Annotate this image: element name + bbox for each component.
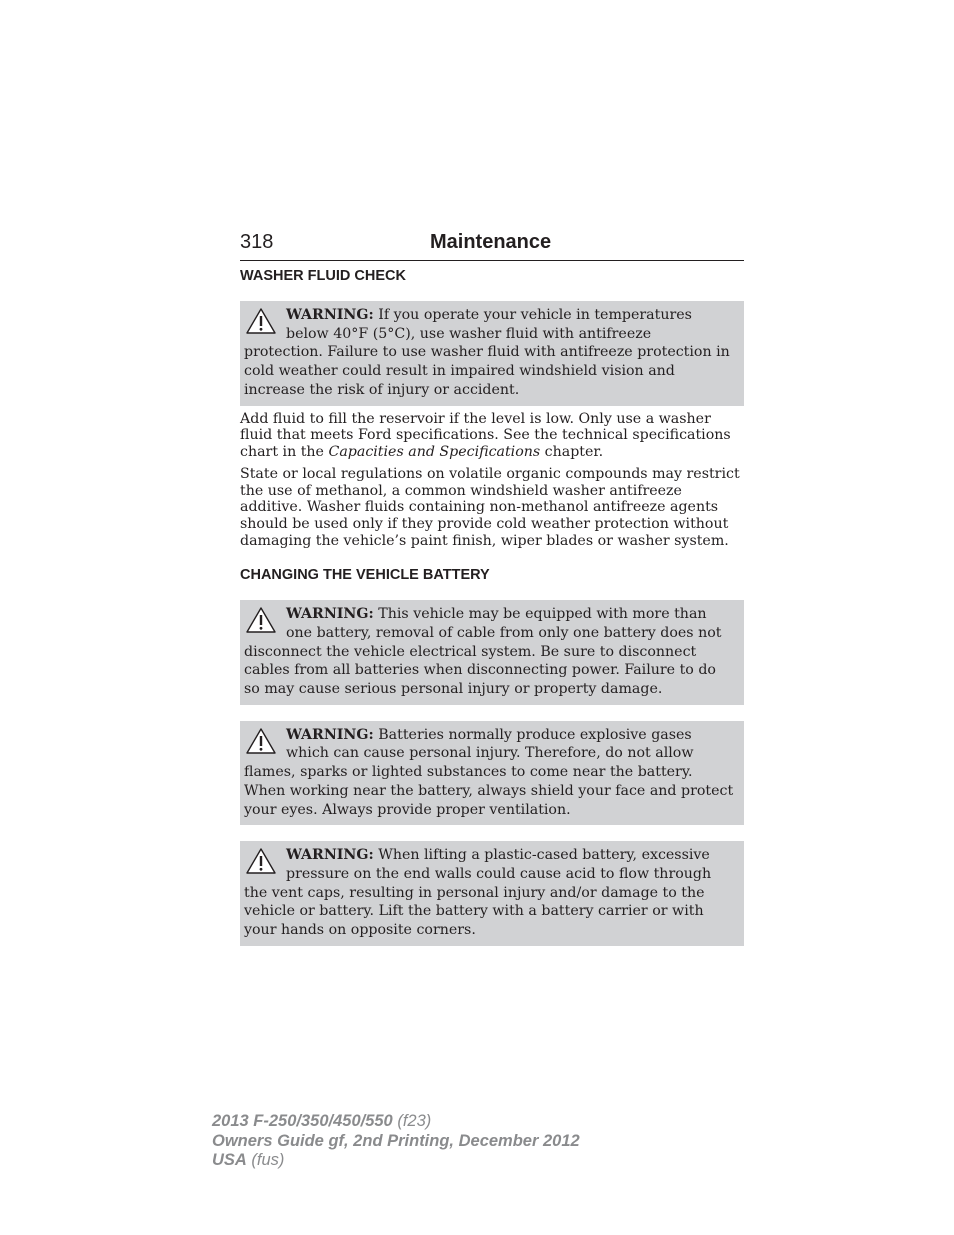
warning-label: WARNING:: [286, 726, 374, 743]
footer-model-line: [212, 1112, 580, 1132]
page-content: [240, 266, 744, 946]
capacities-chapter-reference: Capacities and Specifications: [328, 443, 541, 460]
washer-paragraph-2: State or local regulations on volatile organic compounds may restrict the use of methanol, a common windshield washer antifreeze additive. Washer fluids containing non-methanol antifreeze agents should be used only if they provide cold weather protection without damaging the vehicle’s paint finish, wiper blades or washer system.: [240, 466, 740, 549]
warning-box-battery-3: [240, 841, 744, 946]
section-heading-washer-fluid: WASHER FLUID CHECK: [240, 268, 406, 284]
warning-triangle-icon: [244, 605, 278, 635]
warning-triangle-icon: [244, 726, 278, 756]
warning-text: This vehicle may be equipped with more than one battery, removal of cable from only one battery does not disconnect the vehicle electrical system. Be sure to disconnect cables from all batteries when disconnecting power. Failure to do so may cause serious personal injury or property damage.: [244, 606, 722, 698]
document-footer: [212, 1112, 580, 1171]
warning-text: When lifting a plastic-cased battery, excessive pressure on the end walls could cause acid to flow through the vent caps, resulting in personal injury and/or damage to the vehicle or battery. Lift the battery with a battery carrier or with your hands on opposite corners.: [244, 847, 712, 939]
warning-text: If you operate your vehicle in temperatures below 40°F (5°C), use washer fluid with antifreeze protection. Failure to use washer fluid with antifreeze protection in cold weather could result in impaired windshield vision and increase the risk of injury or accident.: [244, 307, 730, 398]
washer-paragraph-1-text: Add fluid to fill the reservoir if the level is low. Only use a washer fluid that meets Ford specifications. See the technical specifications chart in the: [240, 410, 731, 460]
washer-paragraph-1-end: chapter.: [540, 443, 604, 460]
footer-region-code: (fus): [246, 1151, 285, 1169]
warning-label: WARNING:: [286, 307, 374, 323]
washer-paragraph-1: [240, 411, 744, 461]
warning-box-battery-1: [240, 600, 744, 705]
footer-model-code: (f23): [392, 1112, 432, 1130]
footer-region: USA: [212, 1151, 247, 1169]
footer-region-line: [212, 1151, 580, 1171]
warning-triangle-icon: [244, 846, 278, 876]
footer-edition-line: [212, 1132, 580, 1152]
page-header: [240, 228, 744, 261]
footer-model: 2013 F-250/350/450/550: [212, 1112, 393, 1130]
warning-label: WARNING:: [286, 606, 374, 623]
warning-text: Batteries normally produce explosive gases which can cause personal injury. Therefore, do not allow flames, sparks or lighted substances to come near the battery. When working near the battery, always shield your face and protect your eyes. Always provide proper ventilation.: [244, 726, 734, 818]
warning-box-battery-2: [240, 721, 744, 826]
warning-triangle-icon: [244, 306, 278, 336]
chapter-title: Maintenance: [430, 231, 552, 253]
warning-label: WARNING:: [286, 847, 374, 864]
warning-box-washer: [240, 301, 744, 406]
footer-edition: Owners Guide gf, 2nd Printing, December 2012: [212, 1131, 580, 1150]
page-number: 318: [240, 231, 274, 253]
section-heading-battery: CHANGING THE VEHICLE BATTERY: [240, 567, 490, 584]
